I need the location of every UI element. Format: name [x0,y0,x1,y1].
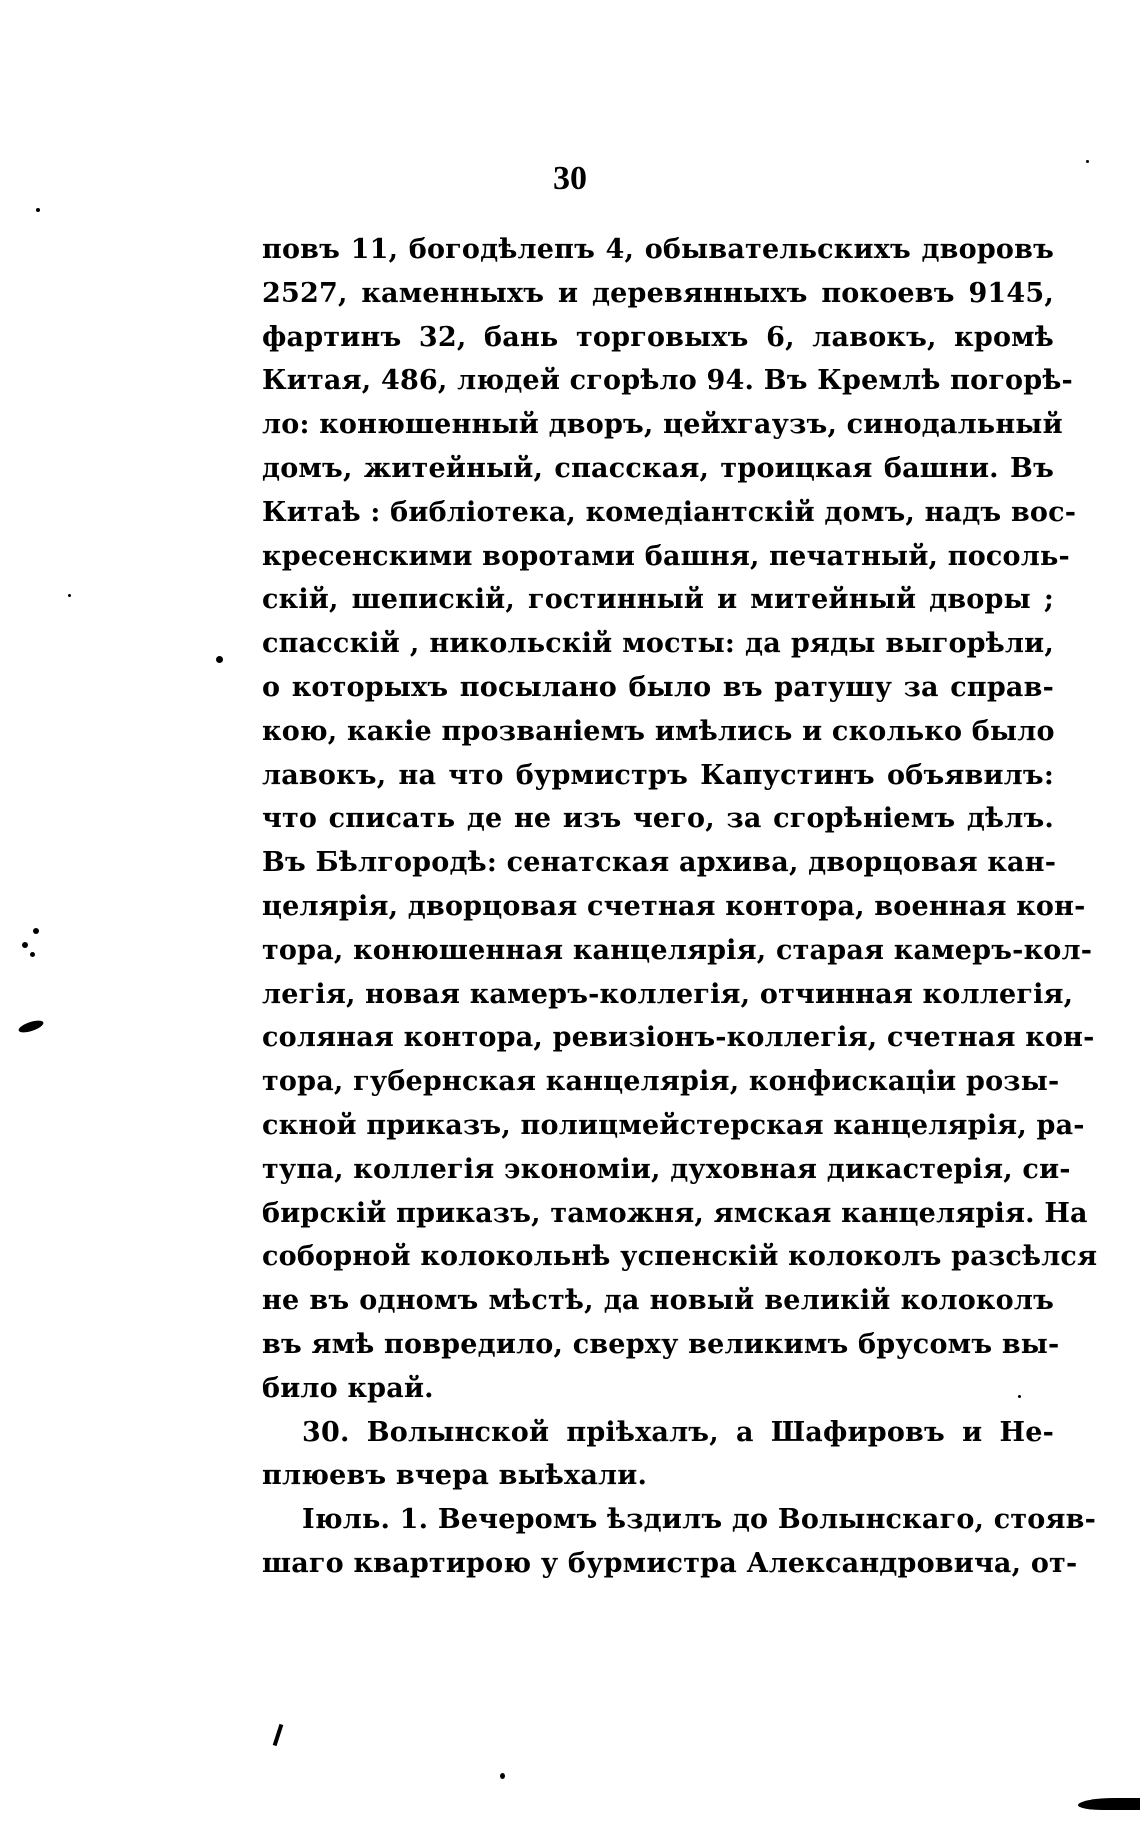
scan-smudge [273,1724,284,1746]
scan-speck [216,656,223,663]
scan-speck [30,952,35,957]
text-line: скій, шепискій, гостинный и митейный дворы ; [262,584,1054,616]
scan-speck [22,942,28,948]
text-line: Въ Бѣлгородѣ: сенатская архива, дворцовая кан- [262,847,1057,879]
text-line: кою, какіе прозваніемъ имѣлись и сколько было [262,715,1055,747]
text-line: Китая, 486, людей сгорѣло 94. Въ Кремлѣ погорѣ- [262,365,1073,397]
page-number: 30 [553,160,587,197]
text-line: 2527, каменныхъ и деревянныхъ покоевъ 9145, [262,277,1054,309]
scan-speck [68,594,71,597]
text-line: целярія, дворцовая счетная контора, военная кон- [262,890,1086,922]
text-line: шаго квартирою у бурмистра Александровича, от- [262,1547,1078,1579]
text-line: скной приказъ, полицмейстерская канцелярія, ра- [262,1109,1085,1141]
scan-speck [36,208,40,212]
text-line: домъ, житейный, спасская, троицкая башни. Въ [262,452,1054,484]
scan-speck [1018,1395,1021,1398]
text-line: фартинъ 32, бань торговыхъ 6, лавокъ, кромѣ [262,321,1054,353]
text-line: плюевъ вчера выѣхали. [262,1460,648,1492]
text-line: легія, новая камеръ-коллегія, отчинная коллегія, [262,978,1074,1010]
text-line: ло: конюшенный дворъ, цейхгаузъ, синодальный [262,409,1063,441]
scan-speck [33,928,39,934]
text-line: тора, губернская канцелярія, конфискаціи розы- [262,1066,1060,1098]
text-line: лавокъ, на что бурмистръ Капустинъ объявилъ: [262,759,1054,791]
text-line: 30. Волынской пріѣхалъ, а Шафировъ и Не- [302,1416,1054,1448]
text-line: Іюль. 1. Вечеромъ ѣздилъ до Волынскаго, стояв- [302,1504,1097,1536]
scan-smudge [1078,1798,1140,1810]
text-line: соборной колокольнѣ успенскій колоколъ разсѣлся [262,1241,1098,1273]
text-line: кресенскими воротами башня, печатный, посоль- [262,540,1070,572]
scan-speck [500,1773,505,1779]
text-line: соляная контора, ревизіонъ-коллегія, счетная кон- [262,1022,1095,1054]
text-line: бирскій приказъ, таможня, ямская канцелярія. На [262,1197,1088,1229]
text-line: Китаѣ : библіотека, комедіантскій домъ, надъ вос- [262,496,1077,528]
text-line: спасскій , никольскій мосты: да ряды выгорѣли, [262,628,1054,660]
scan-speck [1086,160,1089,163]
text-line: тупа, коллегія экономіи, духовная дикастерія, си- [262,1153,1071,1185]
text-line: о которыхъ посылано было въ ратушу за справ- [262,671,1054,703]
text-line: что списать де не изъ чего, за сгорѣніемъ дѣлъ. [262,803,1054,835]
text-line: повъ 11, богодѣлепъ 4, обывательскихъ дворовъ [262,234,1054,265]
text-line: не въ одномъ мѣстѣ, да новый великій колоколъ [262,1285,1054,1317]
body-text [262,228,1098,1586]
text-line: въ ямѣ повредило, сверху великимъ брусомъ вы- [262,1328,1060,1360]
scan-smudge [17,1018,45,1035]
text-line: било край. [262,1372,434,1404]
text-line: тора, конюшенная канцелярія, старая камеръ-кол- [262,934,1093,966]
